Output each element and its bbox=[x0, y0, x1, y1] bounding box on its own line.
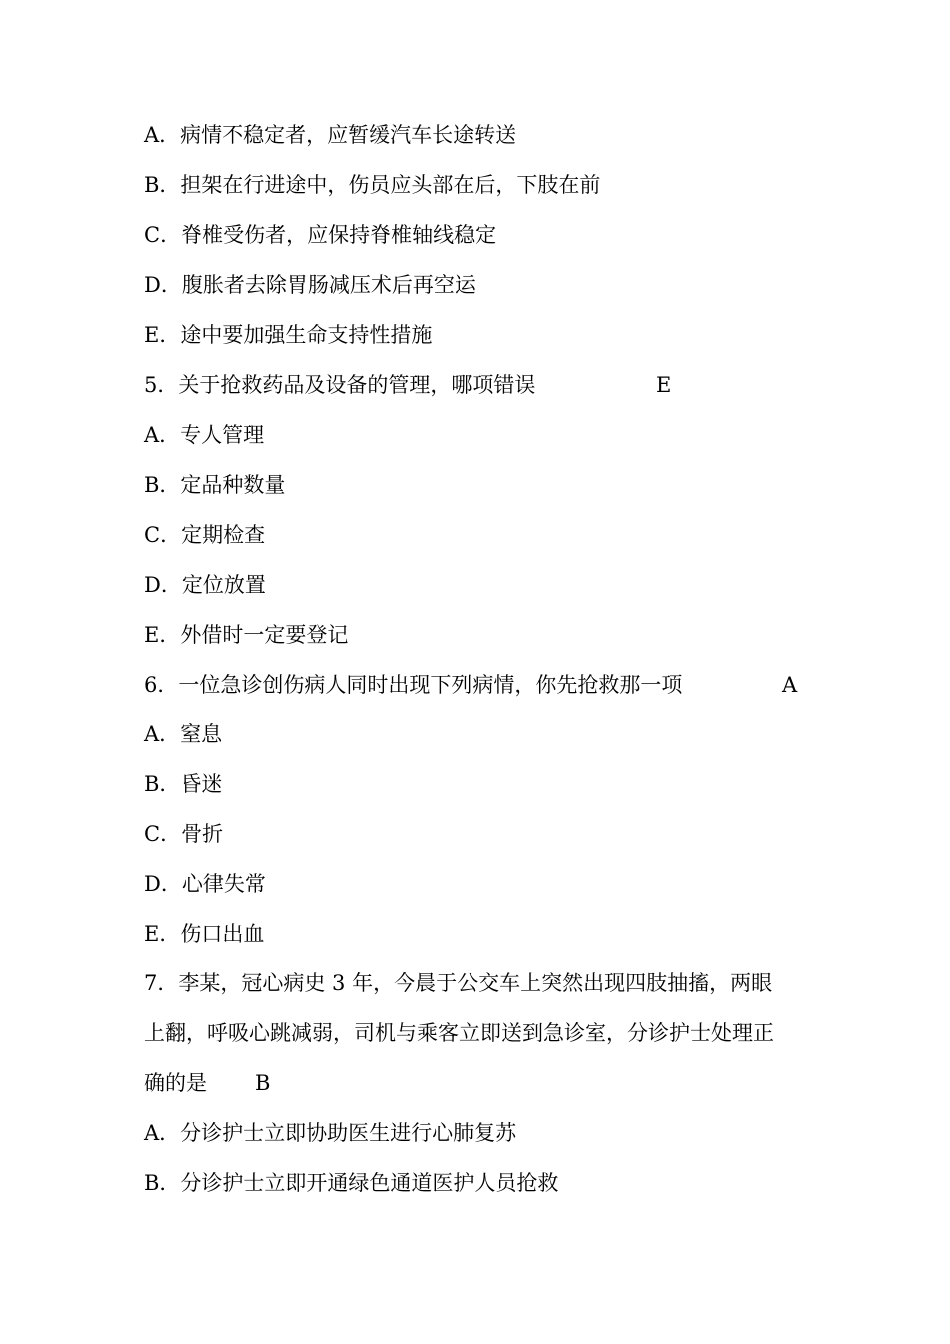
q7-stem-line-1: 7．李某，冠心病史 3 年，今晨于公交车上突然出现四肢抽搐，两眼 bbox=[144, 971, 773, 995]
q5-option-b: B．定品种数量 bbox=[144, 473, 286, 497]
q6-answer: A bbox=[782, 673, 798, 697]
q7-option-b: B．分诊护士立即开通绿色通道医护人员抢救 bbox=[144, 1171, 559, 1195]
q6-option-e: E．伤口出血 bbox=[144, 922, 265, 946]
q7-option-a: A．分诊护士立即协助医生进行心肺复苏 bbox=[144, 1121, 517, 1145]
q5-answer: E bbox=[656, 373, 672, 397]
q4-option-e: E．途中要加强生命支持性措施 bbox=[144, 323, 433, 347]
q4-option-a: A．病情不稳定者，应暂缓汽车长途转送 bbox=[144, 123, 517, 147]
q5-option-d: D．定位放置 bbox=[144, 573, 266, 597]
q7-stem-line-2: 上翻，呼吸心跳减弱，司机与乘客立即送到急诊室，分诊护士处理正 bbox=[144, 1021, 774, 1045]
q6-option-d: D．心律失常 bbox=[144, 872, 266, 896]
q7-stem-line-3: 确的是 bbox=[144, 1071, 207, 1095]
q7-answer: B bbox=[255, 1071, 271, 1095]
q4-option-c: C．脊椎受伤者，应保持脊椎轴线稳定 bbox=[144, 223, 497, 247]
q4-option-d: D．腹胀者去除胃肠减压术后再空运 bbox=[144, 273, 476, 297]
q6-stem: 6．一位急诊创伤病人同时出现下列病情，你先抢救那一项 bbox=[144, 673, 683, 697]
q5-option-a: A．专人管理 bbox=[144, 423, 265, 447]
q4-option-b: B．担架在行进途中，伤员应头部在后，下肢在前 bbox=[144, 173, 601, 197]
q6-option-c: C．骨折 bbox=[144, 822, 224, 846]
q6-option-a: A．窒息 bbox=[144, 722, 223, 746]
q5-stem: 5．关于抢救药品及设备的管理，哪项错误 bbox=[144, 373, 536, 397]
q6-option-b: B．昏迷 bbox=[144, 772, 223, 796]
q5-option-c: C．定期检查 bbox=[144, 523, 266, 547]
q5-option-e: E．外借时一定要登记 bbox=[144, 623, 349, 647]
